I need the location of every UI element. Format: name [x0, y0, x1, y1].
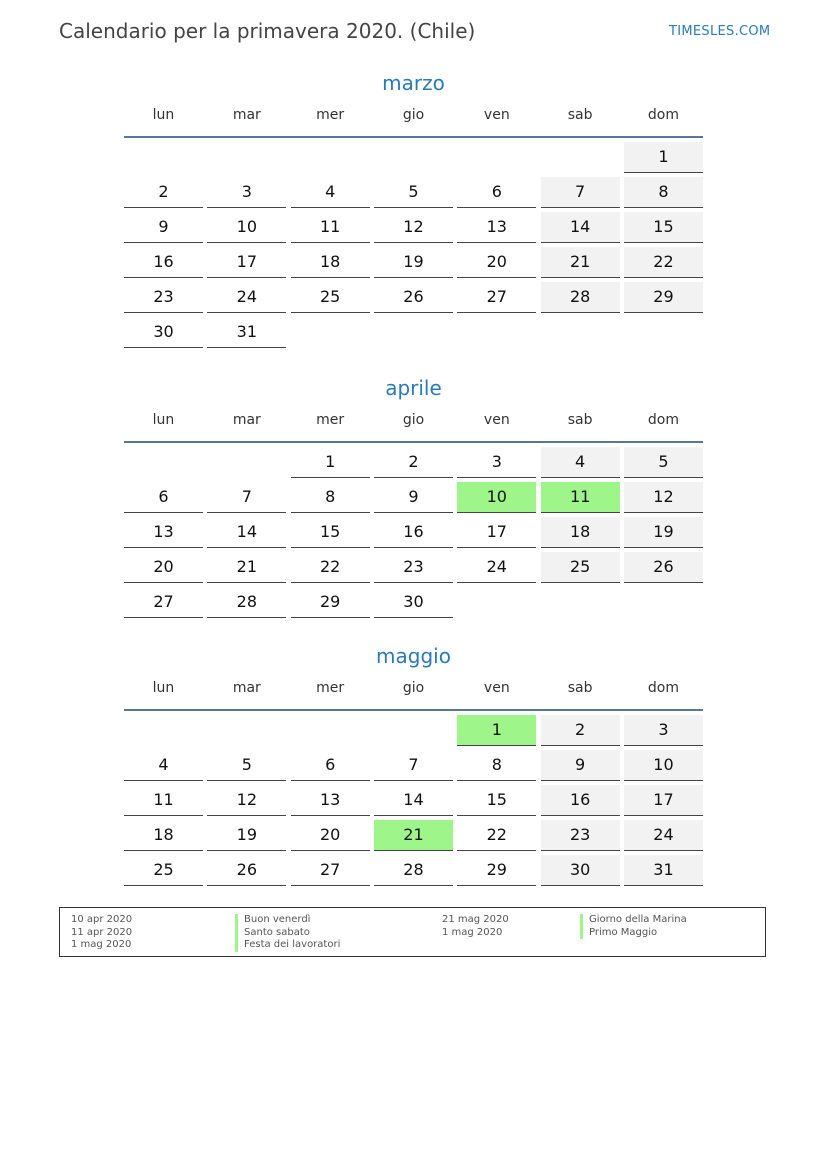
legend-holiday-name: Primo Maggio: [580, 927, 687, 940]
day-cell: 26: [374, 282, 453, 313]
weekday-label: mer: [316, 680, 345, 696]
day-cell: 2: [541, 715, 620, 746]
day-cell: 6: [291, 750, 370, 781]
day-cell: 7: [374, 750, 453, 781]
day-cell: 23: [124, 282, 203, 313]
day-cell: 27: [124, 587, 203, 618]
legend-holiday-name: Festa dei lavoratori: [235, 939, 340, 952]
day-cell: 18: [541, 517, 620, 548]
day-cell: 8: [457, 750, 536, 781]
day-cell: 29: [624, 282, 703, 313]
day-cell: 26: [207, 855, 286, 886]
day-cell: 11: [291, 212, 370, 243]
day-cell: 19: [374, 247, 453, 278]
empty-day-cell: [374, 142, 453, 172]
weekday-label: sab: [567, 680, 593, 696]
day-cell: 17: [457, 517, 536, 548]
weekday-label: gio: [402, 107, 425, 123]
day-cell: 25: [291, 282, 370, 313]
day-cell: 9: [374, 482, 453, 513]
legend-holiday-name: Giorno della Marina: [580, 914, 687, 927]
day-cell: 10: [457, 482, 536, 513]
weekday-header: [124, 678, 703, 711]
day-cell: 24: [207, 282, 286, 313]
month-march: [124, 70, 703, 348]
empty-day-cell: [207, 447, 286, 477]
weekday-label: mer: [316, 107, 345, 123]
day-cell: 2: [124, 177, 203, 208]
day-cell: 3: [624, 715, 703, 746]
day-cell: 8: [624, 177, 703, 208]
day-cell: 30: [124, 317, 203, 348]
legend-holiday-name: Santo sabato: [235, 927, 340, 940]
day-cell: 14: [207, 517, 286, 548]
day-cell: 30: [374, 587, 453, 618]
month-name: aprile: [385, 376, 442, 400]
day-cell: 6: [124, 482, 203, 513]
day-cell: 5: [374, 177, 453, 208]
holiday-legend: [59, 907, 766, 957]
day-cell: 16: [541, 785, 620, 816]
day-cell: 28: [541, 282, 620, 313]
empty-day-cell: [207, 142, 286, 172]
day-cell: 19: [207, 820, 286, 851]
day-cell: 9: [541, 750, 620, 781]
day-cell: 25: [124, 855, 203, 886]
day-cell: 3: [457, 447, 536, 478]
weekday-label: ven: [483, 107, 510, 123]
day-cell: 11: [541, 482, 620, 513]
day-cell: 15: [291, 517, 370, 548]
day-cell: 18: [124, 820, 203, 851]
legend-date: 1 mag 2020: [442, 926, 503, 938]
legend-names-left: [235, 914, 340, 952]
day-cell: 14: [541, 212, 620, 243]
weekday-label: dom: [647, 107, 680, 123]
weekday-label: lun: [152, 107, 175, 123]
day-cell: 11: [124, 785, 203, 816]
brand-link[interactable]: TIMESLES.COM: [669, 24, 771, 39]
day-cell: 4: [124, 750, 203, 781]
day-cell: 19: [624, 517, 703, 548]
day-cell: 21: [541, 247, 620, 278]
legend-holiday-name: Buon venerdì: [235, 914, 340, 927]
day-cell: 13: [291, 785, 370, 816]
day-cell: 22: [291, 552, 370, 583]
empty-day-cell: [207, 715, 286, 745]
legend-date: 1 mag 2020: [71, 939, 132, 950]
day-cell: 2: [374, 447, 453, 478]
day-cell: 21: [374, 820, 453, 851]
month-name: maggio: [376, 644, 451, 668]
day-cell: 24: [624, 820, 703, 851]
day-cell: 26: [624, 552, 703, 583]
day-cell: 23: [541, 820, 620, 851]
day-cell: 22: [457, 820, 536, 851]
empty-day-cell: [124, 715, 203, 745]
day-cell: 1: [457, 715, 536, 746]
day-cell: 27: [457, 282, 536, 313]
day-cell: 1: [291, 447, 370, 478]
day-cell: 28: [207, 587, 286, 618]
day-cell: 29: [457, 855, 536, 886]
day-cell: 30: [541, 855, 620, 886]
day-cell: 29: [291, 587, 370, 618]
weekday-label: sab: [567, 412, 593, 428]
legend-date: 10 apr 2020: [71, 914, 133, 925]
weekday-label: dom: [647, 412, 680, 428]
day-cell: 14: [374, 785, 453, 816]
weekday-header: [124, 105, 703, 138]
day-cell: 21: [207, 552, 286, 583]
day-cell: 17: [624, 785, 703, 816]
day-cell: 6: [457, 177, 536, 208]
legend-dates-left: [71, 914, 132, 952]
day-cell: 16: [374, 517, 453, 548]
page-title: Calendario per la primavera 2020. (Chile): [59, 19, 476, 43]
day-cell: 13: [124, 517, 203, 548]
day-cell: 18: [291, 247, 370, 278]
day-grid: [124, 142, 703, 348]
weekday-label: ven: [483, 412, 510, 428]
weekday-label: dom: [647, 680, 680, 696]
weekday-label: mar: [232, 412, 261, 428]
day-cell: 13: [457, 212, 536, 243]
day-cell: 1: [624, 142, 703, 173]
weekday-label: gio: [402, 412, 425, 428]
empty-day-cell: [291, 715, 370, 745]
empty-day-cell: [124, 142, 203, 172]
empty-day-cell: [124, 447, 203, 477]
day-cell: 16: [124, 247, 203, 278]
day-cell: 15: [457, 785, 536, 816]
day-cell: 27: [291, 855, 370, 886]
empty-day-cell: [291, 142, 370, 172]
day-cell: 9: [124, 212, 203, 243]
day-cell: 5: [624, 447, 703, 478]
day-cell: 3: [207, 177, 286, 208]
legend-date: 21 mag 2020: [442, 914, 509, 925]
day-cell: 20: [124, 552, 203, 583]
day-cell: 7: [541, 177, 620, 208]
day-cell: 25: [541, 552, 620, 583]
weekday-label: ven: [483, 680, 510, 696]
day-cell: 10: [624, 750, 703, 781]
day-cell: 31: [207, 317, 286, 348]
day-cell: 20: [457, 247, 536, 278]
day-cell: 7: [207, 482, 286, 513]
empty-day-cell: [541, 142, 620, 172]
weekday-label: lun: [152, 680, 175, 696]
empty-day-cell: [457, 142, 536, 172]
day-cell: 23: [374, 552, 453, 583]
day-cell: 17: [207, 247, 286, 278]
weekday-label: mer: [316, 412, 345, 428]
empty-day-cell: [374, 715, 453, 745]
day-cell: 28: [374, 855, 453, 886]
day-cell: 4: [291, 177, 370, 208]
month-may: [124, 643, 703, 886]
month-april: [124, 375, 703, 618]
day-cell: 24: [457, 552, 536, 583]
weekday-label: mar: [232, 680, 261, 696]
legend-date: 11 apr 2020: [71, 926, 133, 938]
day-cell: 8: [291, 482, 370, 513]
weekday-label: sab: [567, 107, 593, 123]
weekday-header: [124, 410, 703, 443]
day-cell: 10: [207, 212, 286, 243]
day-cell: 31: [624, 855, 703, 886]
legend-names-right: [580, 914, 687, 939]
month-name: marzo: [382, 71, 445, 95]
weekday-label: gio: [402, 680, 425, 696]
day-cell: 22: [624, 247, 703, 278]
legend-dates-right: [442, 914, 509, 939]
day-grid: [124, 447, 703, 618]
day-cell: 15: [624, 212, 703, 243]
day-cell: 5: [207, 750, 286, 781]
day-grid: [124, 715, 703, 886]
day-cell: 12: [207, 785, 286, 816]
day-cell: 12: [374, 212, 453, 243]
weekday-label: mar: [232, 107, 261, 123]
day-cell: 20: [291, 820, 370, 851]
day-cell: 12: [624, 482, 703, 513]
day-cell: 4: [541, 447, 620, 478]
weekday-label: lun: [152, 412, 175, 428]
